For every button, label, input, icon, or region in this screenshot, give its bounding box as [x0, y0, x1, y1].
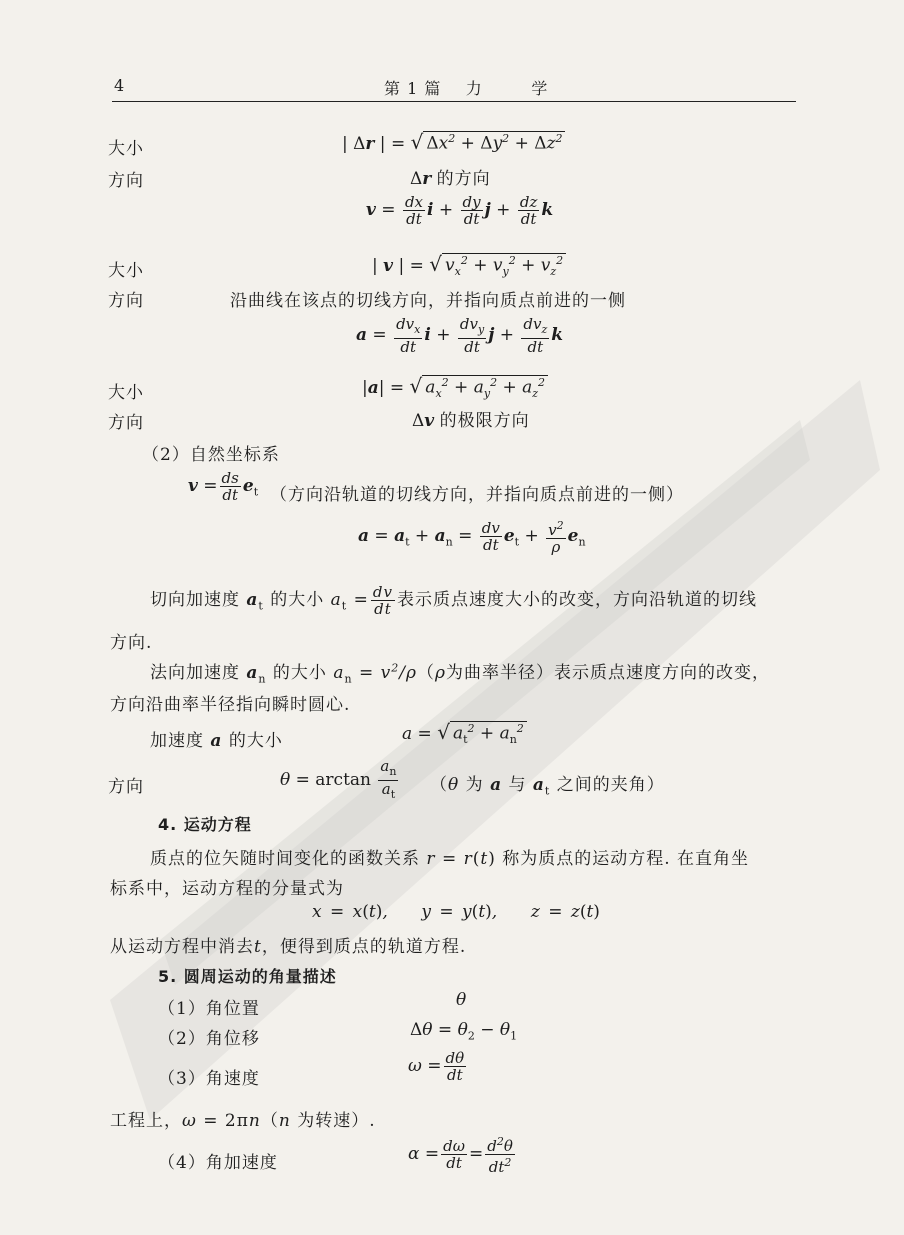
- tangential-paragraph: 切向加速度 $a_t$ 的大小 $a_t$ = $\frac{dv}{dt}$ 表示质点速度大小的改变，方向沿轨道的切线: [150, 583, 757, 618]
- formula-theta-symbol: θ: [456, 990, 467, 1010]
- natural-coords-heading: （2）自然坐标系: [142, 445, 280, 465]
- v-direction-text: 沿曲线在该点的切线方向，并指向质点前进的一侧: [230, 291, 626, 311]
- normal-paragraph: 法向加速度 $a_n$ 的大小 $a_n = v^2/\rho(\rho$为曲率半径）表示质点速度方向的改变，: [150, 661, 770, 686]
- formula-a-magnitude: |a| = √ $a_x^2 + a_y^2 + a_z^2$: [362, 374, 548, 400]
- label-direction: 方向: [108, 171, 144, 191]
- label-direction: 方向: [108, 413, 144, 433]
- formula-angular-acceleration: α = $\frac{d\omega}{dt}$ = $\frac{d^2\theta}{dt^2}$: [408, 1135, 513, 1176]
- section-4-paragraph: 质点的位矢随时间变化的函数关系 r = r(t) 称为质点的运动方程. 在直角坐: [150, 849, 750, 869]
- formula-natural-velocity: v = $\frac{ds}{dt}$ $e_t$: [188, 469, 259, 504]
- dr-direction-text: 的方向: [436, 169, 491, 189]
- section-4-heading: 4. 运动方程: [158, 815, 252, 834]
- item-angular-acceleration: （4）角加速度: [158, 1153, 278, 1173]
- normal-paragraph-end: 方向沿曲率半径指向瞬时圆心.: [110, 695, 351, 715]
- theta-note: （θ 为 a 与 $a_t$ 之间的夹角）: [430, 775, 665, 798]
- page-number: 4: [114, 76, 126, 95]
- label-direction: 方向: [108, 291, 144, 311]
- formula-acceleration: a = $\frac{dv_x}{dt}$ i + $\frac{dv_y}{dt}$ j + $\frac{dv_z}{dt}$ k: [356, 315, 564, 356]
- item-angular-position: （1）角位置: [158, 999, 260, 1019]
- formula-v-magnitude: | v | = √ $v_x^2 + v_y^2 + v_z^2$: [372, 252, 566, 278]
- formula-motion-components: x = x(t), y = y(t), z = z(t): [312, 902, 600, 922]
- formula-a-direction: Δv 的极限方向: [412, 411, 530, 431]
- formula-dr-magnitude: | Δr | = √ $\Delta x^2 + \Delta y^2 + \Delta z^2$: [342, 130, 565, 154]
- label-direction: 方向: [108, 777, 144, 797]
- section-5-heading: 5. 圆周运动的角量描述: [158, 967, 337, 986]
- section-4-paragraph-3: 从运动方程中消去t，便得到质点的轨道方程.: [110, 937, 467, 957]
- label-size: 大小: [108, 383, 144, 403]
- acc-magnitude-label: 加速度 a 的大小: [150, 731, 283, 751]
- item-angular-displacement: （2）角位移: [158, 1029, 260, 1049]
- a-direction-text: 的极限方向: [439, 411, 530, 431]
- section-4-paragraph-2: 标系中，运动方程的分量式为: [110, 879, 344, 899]
- tangential-paragraph-end: 方向.: [110, 633, 153, 653]
- formula-velocity: v = $\frac{dx}{dt}$ i + $\frac{dy}{dt}$ j + $\frac{dz}{dt}$ k: [366, 193, 554, 228]
- formula-theta: θ = arctan $\frac{a_n}{a_t}$: [280, 757, 397, 801]
- formula-dr-direction: Δr 的方向: [410, 169, 491, 189]
- item-angular-velocity: （3）角速度: [158, 1069, 260, 1089]
- formula-acc-magnitude: a = √ $a_t^2 + a_n^2$: [402, 720, 527, 746]
- formula-natural-acceleration: $a = a_t + a_n$ = $\frac{dv}{dt}$ $e_t$ + $\frac{v^2}{\rho}$ $e_n$: [358, 519, 586, 556]
- engineering-note: 工程上，ω = 2πn（n 为转速）.: [110, 1111, 376, 1131]
- formula-angular-velocity: ω = $\frac{d\theta}{dt}$: [408, 1049, 465, 1084]
- label-size: 大小: [108, 139, 144, 159]
- header-rule: [112, 101, 796, 102]
- formula-angular-displacement: $\Delta\theta = \theta_2 - \theta_1$: [410, 1020, 518, 1043]
- v-note: （方向沿轨道的切线方向，并指向质点前进的一侧）: [270, 485, 684, 505]
- chapter-header: 第 1 篇 力 学: [384, 79, 549, 98]
- label-size: 大小: [108, 261, 144, 281]
